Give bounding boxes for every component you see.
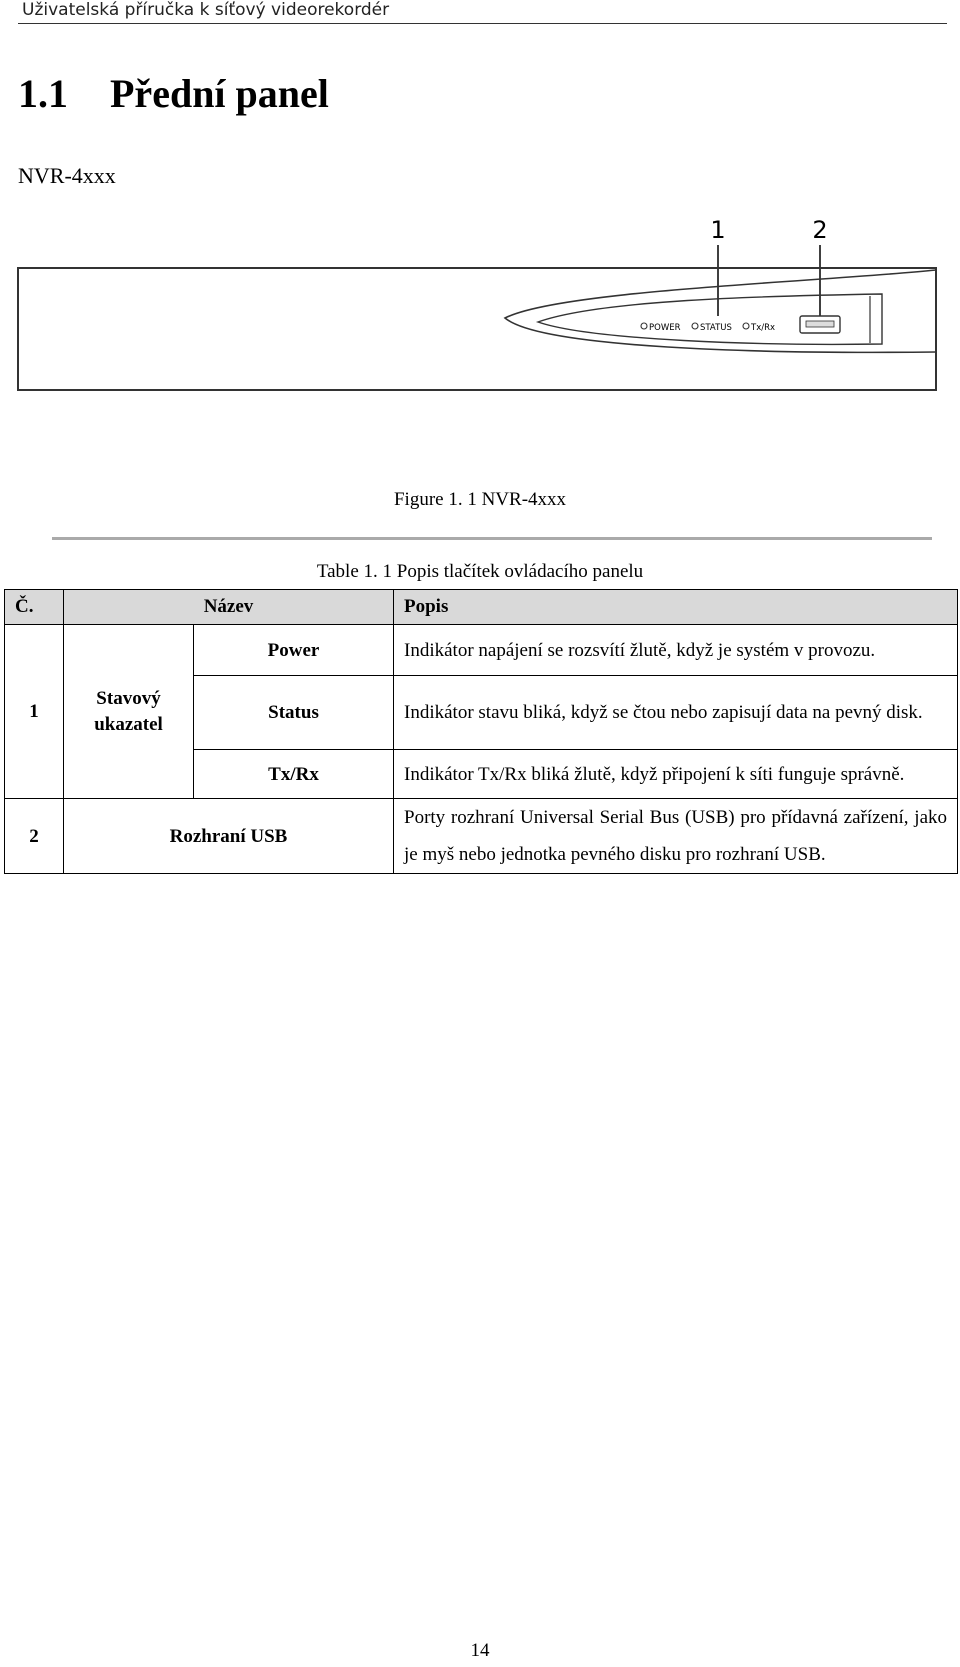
power-led-label: POWER <box>649 323 681 333</box>
row-name: Tx/Rx <box>194 750 394 799</box>
figure-caption: Figure 1. 1 NVR-4xxx <box>393 489 567 510</box>
status-led <box>692 323 698 329</box>
row-description: Indikátor napájení se rozsvítí žlutě, když je systém v provozu. <box>394 625 958 676</box>
section-number: 1.1 <box>18 71 68 116</box>
table-row <box>5 625 958 676</box>
row-description: Indikátor Tx/Rx bliká žlutě, když připojení k síti funguje správně. <box>394 750 958 799</box>
control-panel-table <box>4 589 958 874</box>
table-header-row <box>5 590 958 625</box>
section-title <box>18 70 329 117</box>
header-number: Č. <box>5 590 64 625</box>
header-rule <box>18 23 947 24</box>
row-group-name: Stavový ukazatel <box>64 625 194 799</box>
row-name: Rozhraní USB <box>64 799 394 874</box>
txrx-led <box>743 323 749 329</box>
front-panel-figure <box>0 200 960 400</box>
status-led-label: STATUS <box>700 323 732 333</box>
model-label: NVR-4xxx <box>18 163 116 188</box>
table-caption: Table 1. 1 Popis tlačítek ovládacího panelu <box>316 561 644 582</box>
power-led <box>641 323 647 329</box>
usb-port-tongue <box>806 321 834 327</box>
header-name: Název <box>64 590 394 625</box>
header-description: Popis <box>394 590 958 625</box>
section-title-text: Přední panel <box>110 71 329 116</box>
caption-rule <box>52 537 932 540</box>
txrx-led-label: Tx/Rx <box>751 323 776 333</box>
panel-bezel <box>538 294 882 344</box>
running-header: Uživatelská příručka k síťový videorekordér <box>22 0 390 20</box>
callout-2: 2 <box>812 216 828 244</box>
panel-outline <box>18 268 936 390</box>
row-name: Power <box>194 625 394 676</box>
row-number: 2 <box>5 799 64 874</box>
callout-1: 1 <box>710 216 726 244</box>
panel-bevel <box>505 270 936 352</box>
table-row <box>5 799 958 874</box>
row-number: 1 <box>5 625 64 799</box>
row-name: Status <box>194 676 394 750</box>
page-number: 14 <box>470 1640 490 1661</box>
row-description: Indikátor stavu bliká, když se čtou nebo zapisují data na pevný disk. <box>394 676 958 750</box>
row-description: Porty rozhraní Universal Serial Bus (USB) pro přídavná zařízení, jako je myš nebo jednotka pevného disku pro rozhraní USB. <box>394 799 958 874</box>
